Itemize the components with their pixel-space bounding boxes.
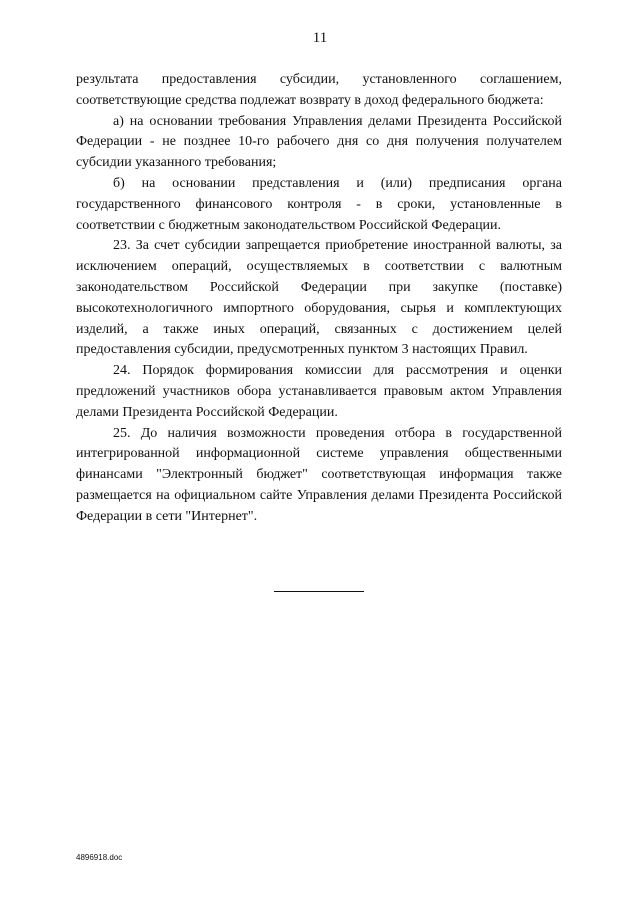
paragraph-25: 25. До наличия возможности проведения отбора в государственной интегрированной информационной системе управления общественными финансами "Электронный бюджет" соответствующая информация также размещается на официальном сайте Управления делами Президента Российской Федерации в сети "Интернет". bbox=[76, 425, 562, 524]
footer-document-code: 4896918.doc bbox=[76, 853, 123, 862]
paragraph-item-a: а) на основании требования Управления делами Президента Российской Федерации - не позднее 10-го рабочего дня со дня получения получателем субсидии указанного требования; bbox=[76, 113, 562, 171]
paragraph-23: 23. За счет субсидии запрещается приобретение иностранной валюты, за исключением операций, осуществляемых в соответствии с валютным законодательством Российской Федерации при закупке (поставке) высокотехнологичного импортного оборудования, сырья и комплектующих изделий, а также иных операций, связанных с достижением целей предоставления субсидии, предусмотренных пунктом 3 настоящих Правил. bbox=[76, 238, 562, 358]
page-number: 11 bbox=[312, 30, 328, 46]
paragraph-continuation: результата предоставления субсидии, установленного соглашением, соответствующие средства подлежат возврату в доход федерального бюджета: bbox=[76, 72, 562, 108]
paragraph-24: 24. Порядок формирования комиссии для рассмотрения и оценки предложений участников обора устанавливается правовым актом Управления делами Президента Российской Федерации. bbox=[76, 363, 562, 420]
end-divider bbox=[274, 591, 364, 592]
document-body bbox=[76, 70, 562, 528]
paragraph-item-b: б) на основании представления и (или) предписания органа государственного финансового контроля - в сроки, установленные в соответствии с бюджетным законодательством Российской Федерации. bbox=[76, 175, 562, 233]
